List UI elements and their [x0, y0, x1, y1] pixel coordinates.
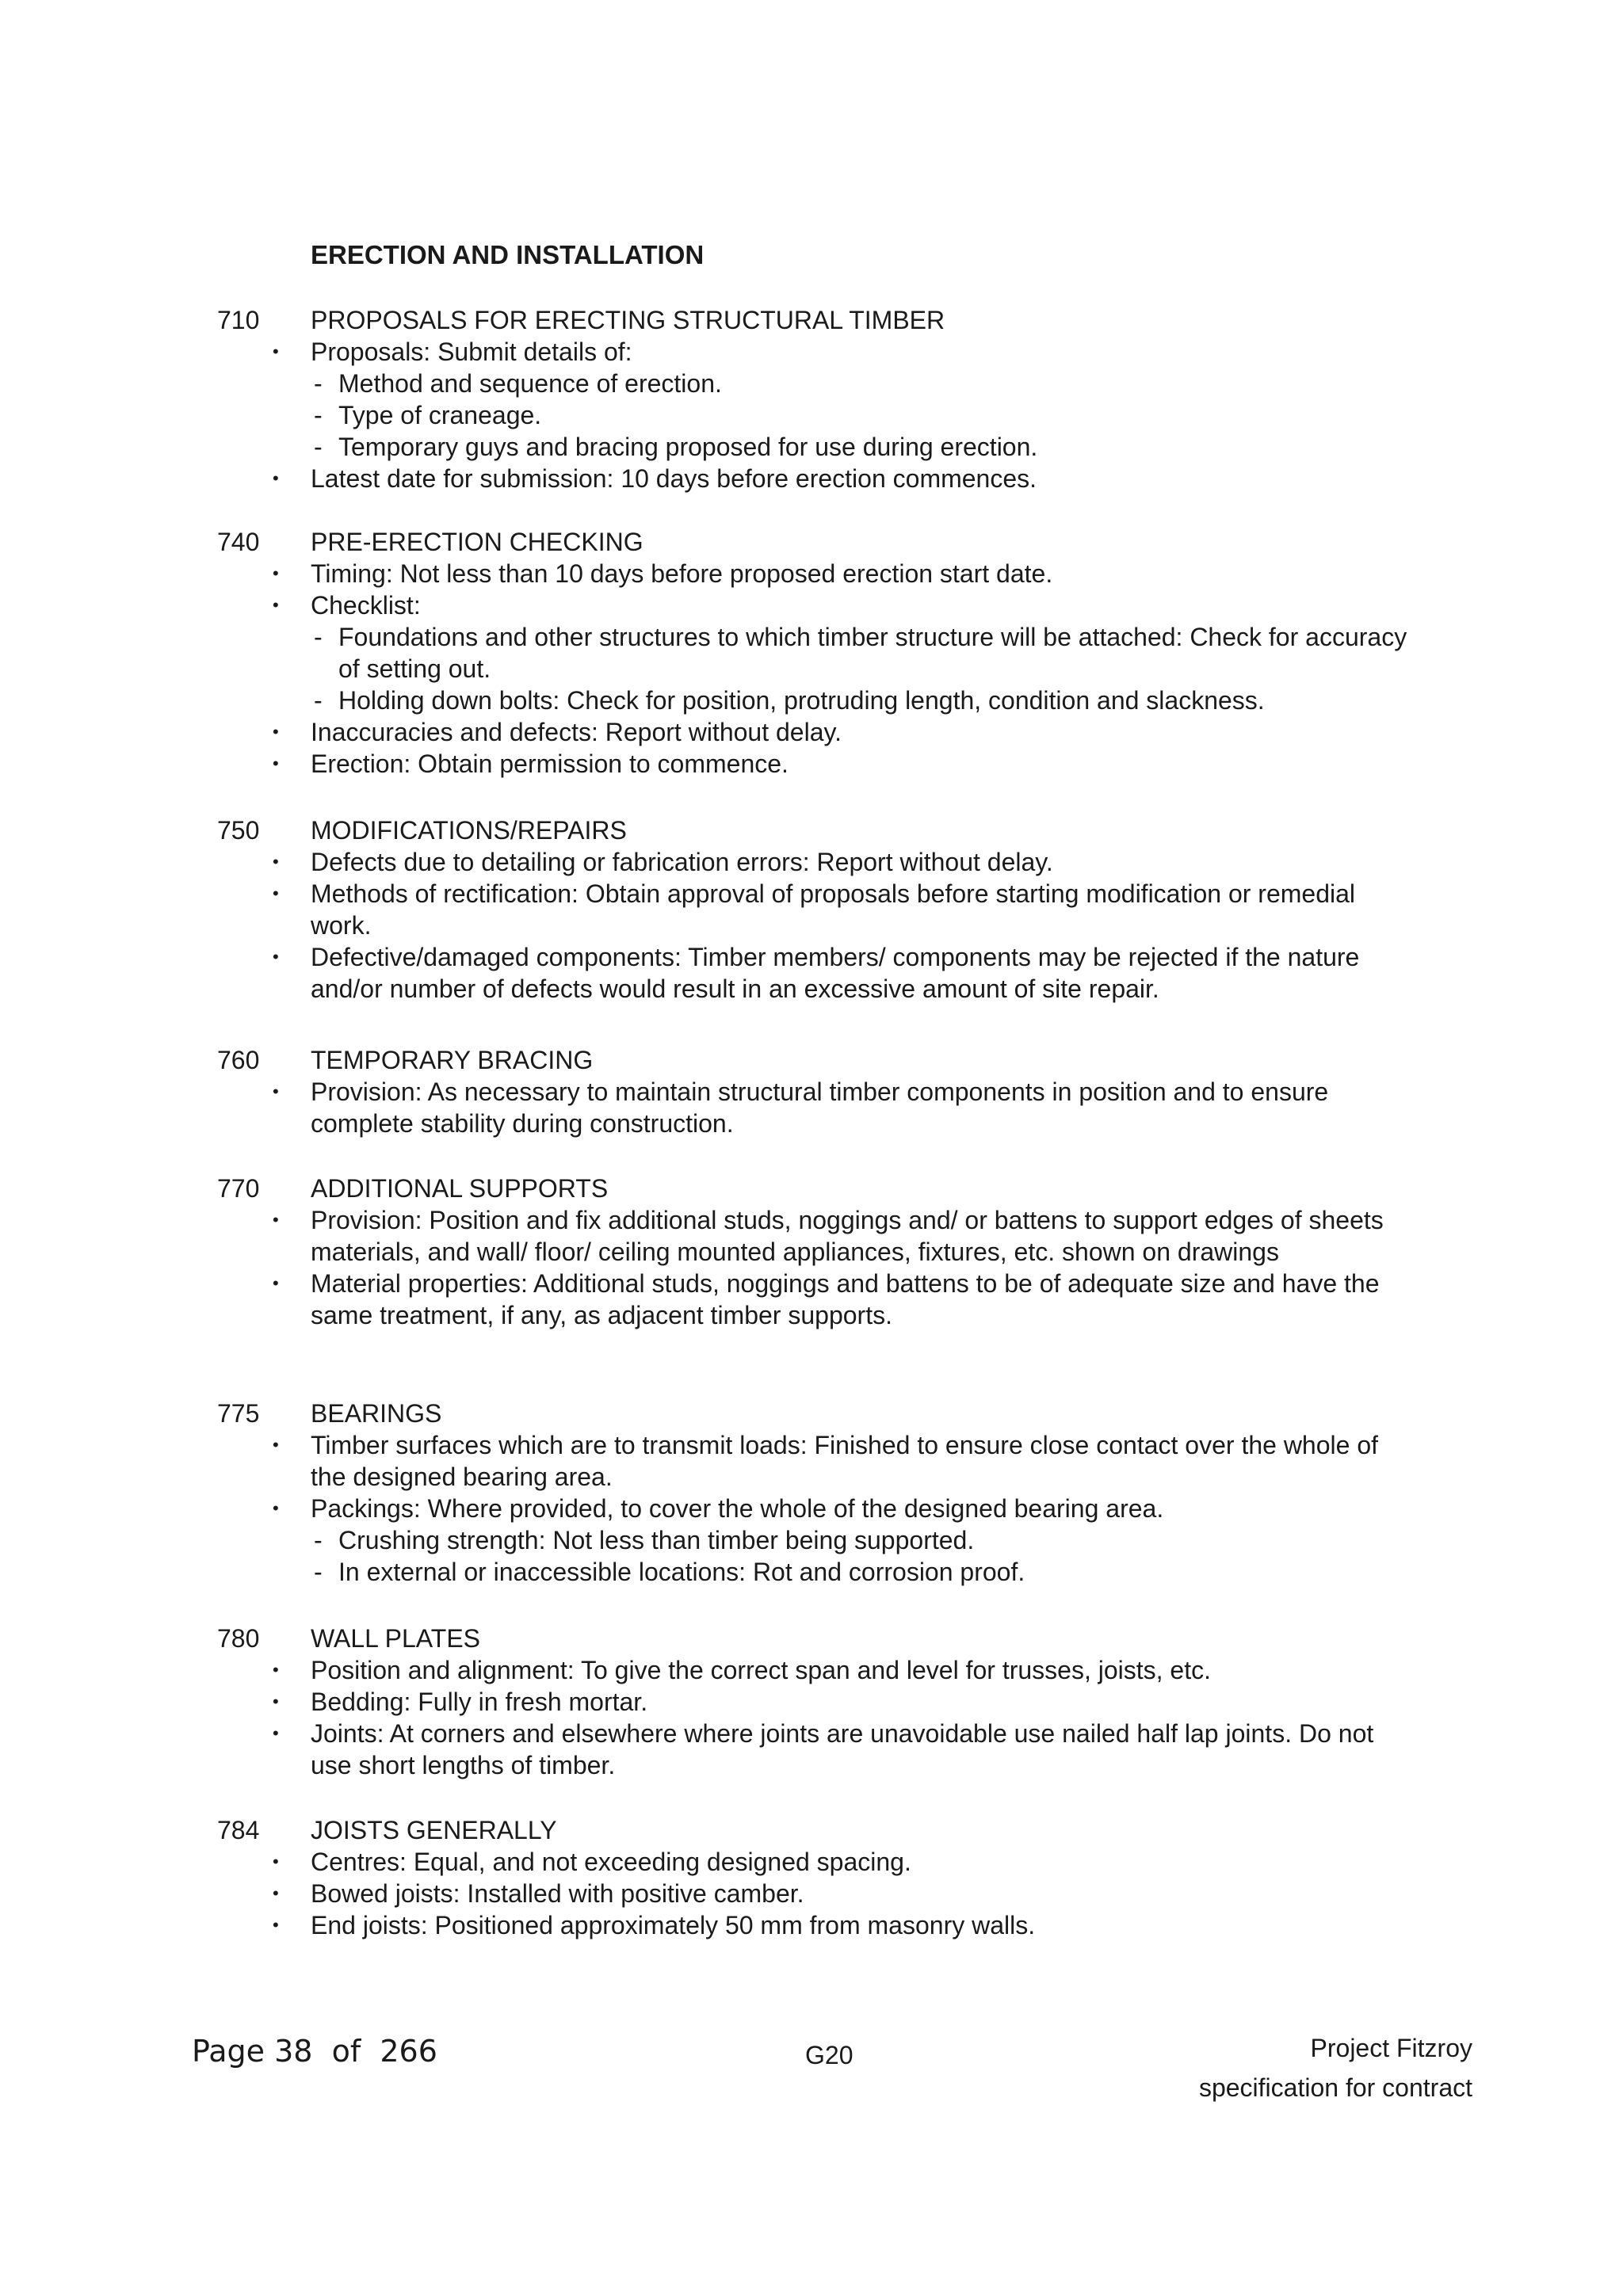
clause-items	[0, 336, 1623, 494]
list-item	[0, 941, 1623, 1005]
bullet-icon: •	[273, 1723, 279, 1743]
list-item-text: Bedding: Fully in fresh mortar.	[311, 1688, 648, 1716]
project-name: Project Fitzroy	[1310, 2034, 1472, 2062]
bullet-icon: •	[273, 1081, 279, 1101]
bullet-icon: •	[273, 595, 279, 615]
list-item	[0, 589, 1623, 621]
list-item	[0, 1076, 1623, 1139]
sub-list-item-text: Crushing strength: Not less than timber being supported.	[338, 1526, 975, 1554]
section-code: G20	[805, 2041, 854, 2069]
clause-number: 760	[217, 1046, 260, 1074]
bullet-icon: •	[273, 1883, 279, 1903]
clause-number: 770	[217, 1174, 260, 1203]
list-item-text: Latest date for submission: 10 days before erection commences.	[311, 464, 1037, 493]
bullet-icon: •	[273, 947, 279, 967]
list-item	[0, 558, 1623, 589]
list-item-text: Joints: At corners and elsewhere where joints are unavoidable use nailed half lap joints. Do not use short lengths of timber.	[311, 1719, 1374, 1779]
clause-number: 775	[217, 1399, 260, 1428]
list-item-text: Defective/damaged components: Timber members/ components may be rejected if the nature and/or number of defects would result in an excessive amount of site repair.	[311, 943, 1360, 1003]
sub-list-item	[0, 431, 1623, 463]
list-item	[0, 1686, 1623, 1718]
footer-project-info	[1199, 2028, 1472, 2107]
sub-list-item-text: In external or inaccessible locations: Rot and corrosion proof.	[338, 1558, 1025, 1586]
clause-items	[0, 1076, 1623, 1139]
list-item-text: Erection: Obtain permission to commence.	[311, 749, 789, 778]
bullet-icon: •	[273, 1852, 279, 1871]
bullet-icon: •	[273, 1498, 279, 1518]
clause-items	[0, 1846, 1623, 1941]
list-item	[0, 463, 1623, 494]
sub-list-item	[0, 399, 1623, 431]
sub-list-item-text: Temporary guys and bracing proposed for use during erection.	[338, 433, 1038, 461]
clause-title: JOISTS GENERALLY	[311, 1816, 557, 1844]
dash-marker: -	[314, 401, 323, 429]
bullet-icon: •	[273, 1660, 279, 1680]
bullet-icon: •	[273, 883, 279, 903]
dash-marker: -	[314, 1526, 323, 1554]
dash-marker: -	[314, 369, 323, 398]
list-item-text: Defects due to detailing or fabrication errors: Report without delay.	[311, 848, 1053, 876]
clause-items	[0, 1204, 1623, 1331]
list-item-text: Proposals: Submit details of:	[311, 338, 632, 366]
list-item	[0, 1718, 1623, 1781]
clause-number: 740	[217, 528, 260, 556]
list-item-text: Position and alignment: To give the correct span and level for trusses, joists, etc.	[311, 1656, 1211, 1684]
bullet-icon: •	[273, 722, 279, 742]
clause-items	[0, 1429, 1623, 1588]
list-item	[0, 1878, 1623, 1909]
list-item	[0, 1654, 1623, 1686]
clause-title: WALL PLATES	[311, 1624, 480, 1653]
clause-items	[0, 558, 1623, 780]
clause-number: 780	[217, 1624, 260, 1653]
list-item-text: End joists: Positioned approximately 50 mm from masonry walls.	[311, 1911, 1036, 1939]
list-item-text: Checklist:	[311, 591, 421, 620]
clause-title: PRE-ERECTION CHECKING	[311, 528, 643, 556]
clause-items	[0, 846, 1623, 1005]
sub-list-item	[0, 685, 1623, 716]
list-item-text: Centres: Equal, and not exceeding designed spacing.	[311, 1848, 911, 1876]
list-item	[0, 1204, 1623, 1268]
list-item-text: Timing: Not less than 10 days before proposed erection start date.	[311, 559, 1053, 588]
bullet-icon: •	[273, 468, 279, 488]
bullet-icon: •	[273, 1273, 279, 1293]
clause-title: TEMPORARY BRACING	[311, 1046, 594, 1074]
sub-list-item	[0, 621, 1623, 685]
dash-marker: -	[314, 433, 323, 461]
bullet-icon: •	[273, 1691, 279, 1711]
list-item	[0, 878, 1623, 941]
bullet-icon: •	[273, 852, 279, 871]
bullet-icon: •	[273, 753, 279, 773]
list-item-text: Bowed joists: Installed with positive camber.	[311, 1879, 804, 1908]
sub-list-item	[0, 368, 1623, 399]
dash-marker: -	[314, 686, 323, 715]
clause-title: BEARINGS	[311, 1399, 442, 1428]
clause-number: 784	[217, 1816, 260, 1844]
list-item-text: Inaccuracies and defects: Report without delay.	[311, 718, 842, 746]
list-item-text: Packings: Where provided, to cover the whole of the designed bearing area.	[311, 1494, 1164, 1523]
list-item	[0, 748, 1623, 780]
list-item	[0, 1429, 1623, 1493]
list-item	[0, 1909, 1623, 1941]
bullet-icon: •	[273, 563, 279, 583]
clause-title: PROPOSALS FOR ERECTING STRUCTURAL TIMBER	[311, 306, 945, 334]
sub-list-item-text: Foundations and other structures to which timber structure will be attached: Check for accuracy of setting out.	[338, 623, 1407, 683]
list-item	[0, 846, 1623, 878]
bullet-icon: •	[273, 341, 279, 361]
list-item	[0, 336, 1623, 368]
clause-title: MODIFICATIONS/REPAIRS	[311, 816, 627, 845]
clause-items	[0, 1654, 1623, 1781]
list-item-text: Methods of rectification: Obtain approval of proposals before starting modification or remedial work.	[311, 879, 1356, 940]
list-item	[0, 716, 1623, 748]
clause-number: 750	[217, 816, 260, 845]
bullet-icon: •	[273, 1210, 279, 1230]
list-item-text: Material properties: Additional studs, noggings and battens to be of adequate size and have the same treatment, if any, as adjacent timber supports.	[311, 1269, 1380, 1329]
page-number: Page 38 of 266	[192, 2034, 437, 2069]
sub-list-item	[0, 1524, 1623, 1556]
list-item	[0, 1493, 1623, 1524]
sub-list-item-text: Type of craneage.	[338, 401, 542, 429]
clause-title: ADDITIONAL SUPPORTS	[311, 1174, 609, 1203]
list-item-text: Provision: As necessary to maintain structural timber components in position and to ensure complete stability during construction.	[311, 1077, 1329, 1138]
sub-list-item-text: Holding down bolts: Check for position, protruding length, condition and slackness.	[338, 686, 1265, 715]
list-item	[0, 1846, 1623, 1878]
sub-list-item	[0, 1556, 1623, 1588]
list-item-text: Timber surfaces which are to transmit loads: Finished to ensure close contact over the whole of the designed bearing area.	[311, 1431, 1378, 1491]
dash-marker: -	[314, 623, 323, 651]
dash-marker: -	[314, 1558, 323, 1586]
sub-list-item-text: Method and sequence of erection.	[338, 369, 722, 398]
document-type: specification for contract	[1198, 2073, 1472, 2102]
section-heading: ERECTION AND INSTALLATION	[311, 240, 705, 269]
list-item	[0, 1268, 1623, 1331]
clause-number: 710	[217, 306, 260, 334]
bullet-icon: •	[273, 1915, 279, 1935]
list-item-text: Provision: Position and fix additional studs, noggings and/ or battens to support edges of sheets materials, and wall/ floor/ ceiling mounted appliances, fixtures, etc. shown on drawings	[311, 1206, 1384, 1266]
bullet-icon: •	[273, 1435, 279, 1455]
